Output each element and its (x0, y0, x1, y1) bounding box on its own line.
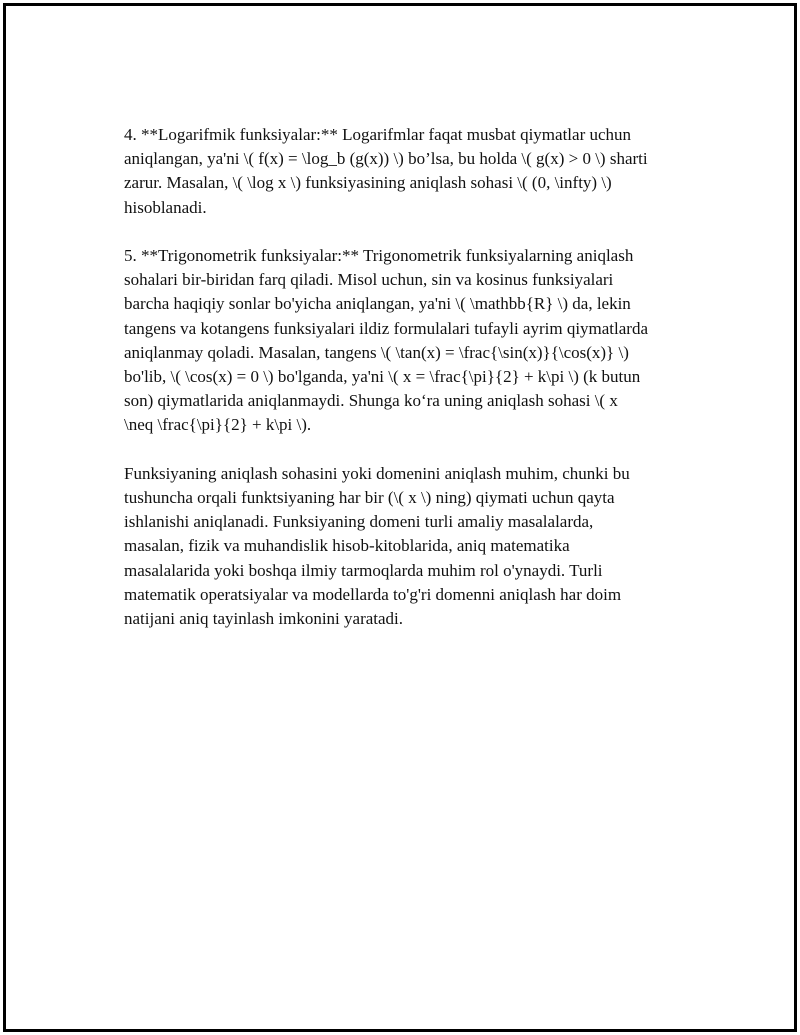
paragraph-trigonometric-functions: 5. **Trigonometrik funksiyalar:** Trigonometrik funksiyalarning aniqlash sohalari bir-biridan farq qiladi. Misol uchun, sin va kosinus funksiyalari barcha haqiqiy sonlar bo'yicha aniqlangan, ya'ni \( \mathbb{R} \) da, lekin tangens va kotangens funksiyalari ildiz formulalari tufayli ayrim qiymatlarda aniqlanmay qoladi. Masalan, tangens \( \tan(x) = \frac{\sin(x)}{\cos(x)} \) bo'lib, \( \cos(x) = 0 \) bo'lganda, ya'ni \( x = \frac{\pi}{2} + k\pi \) (k butun son) qiymatlarida aniqlanmaydi. Shunga ko‘ra uning aniqlash sohasi \( x \neq \frac{\pi}{2} + k\pi \). (124, 246, 649, 435)
paragraph-domain-importance: Funksiyaning aniqlash sohasini yoki domenini aniqlash muhim, chunki bu tushuncha orqali funktsiyaning har bir (\( x \) ning) qiymati uchun qayta ishlanishi aniqlanadi. Funksiyaning domeni turli amaliy masalalarda, masalan, fizik va muhandislik hisob-kitoblarida, aniq matematika masalalarida yoki boshqa ilmiy tarmoqlarda muhim rol o'ynaydi. Turli matematik operatsiyalar va modellarda to'g'ri domenni aniqlash har doim natijani aniq tayinlash imkonini yaratadi. (124, 463, 630, 629)
page-frame (3, 3, 797, 1032)
paragraph-logarithmic-functions: 4. **Logarifmik funksiyalar:** Logarifmlar faqat musbat qiymatlar uchun aniqlangan, ya'ni \( f(x) = \log_b (g(x)) \) bo’lsa, bu holda \( g(x) > 0 \) sharti zarur. Masalan, \( \log x \) funksiyasining aniqlash sohasi \( (0, \infty) \) hisoblanadi. (124, 125, 648, 217)
document-body (124, 123, 714, 655)
